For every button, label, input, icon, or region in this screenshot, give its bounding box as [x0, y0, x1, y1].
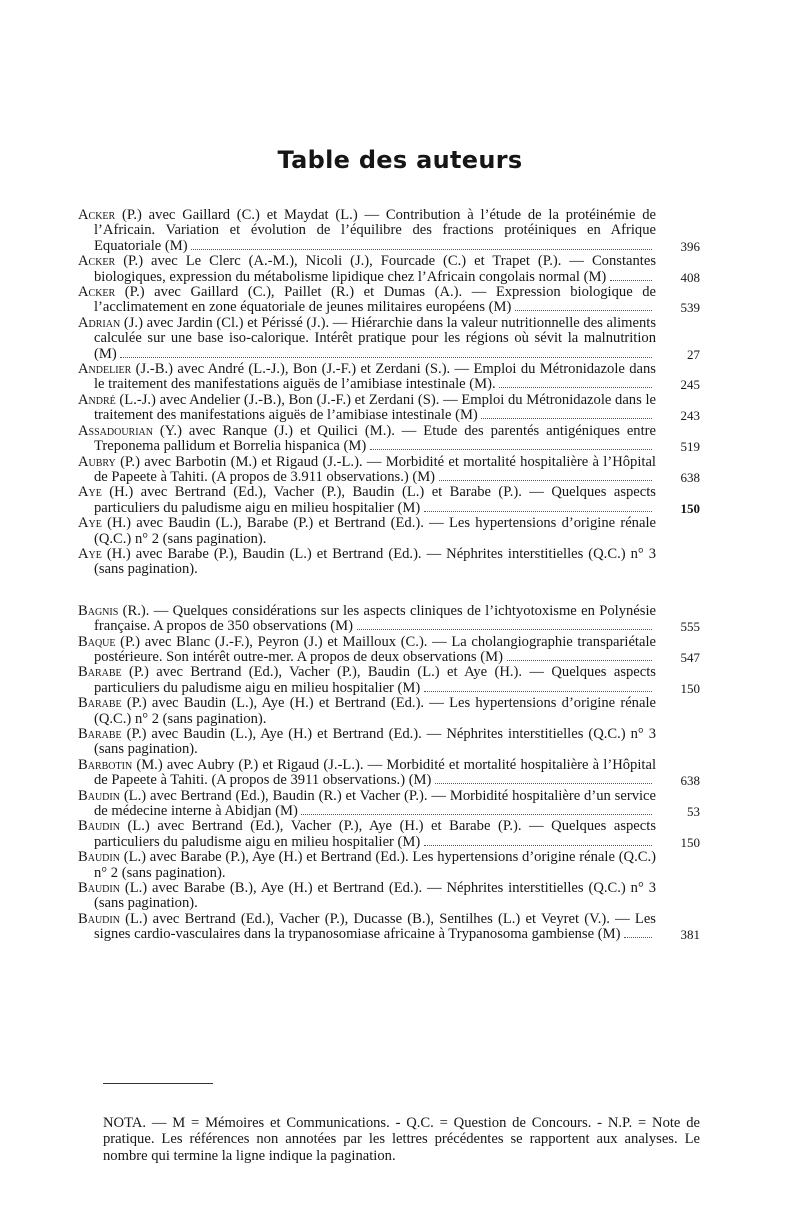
page-number: 243 — [680, 408, 700, 424]
entry-text: (P.) avec Baudin (L.), Aye (H.) et Bertrand (Ed.). — Néphrites interstitielles (Q.C.) n° 3 (sans pagination). — [94, 726, 656, 758]
author-name: Baque — [78, 633, 116, 650]
author-name: Bagnis — [78, 602, 119, 619]
dot-leader — [424, 681, 652, 692]
dot-leader — [624, 927, 652, 938]
entry-text: (H.) avec Baudin (L.), Barabe (P.) et Bertrand (Ed.). — Les hypertensions d’origine rénale (Q.C.) n° 2 (sans pagination). — [94, 515, 656, 547]
dot-leader — [120, 347, 652, 358]
author-name: Baudin — [78, 787, 120, 804]
author-name: Assadourian — [78, 422, 153, 439]
author-name: Aye — [78, 515, 102, 532]
page-number: 638 — [680, 773, 700, 789]
entry-text: (P.) avec Baudin (L.), Aye (H.) et Bertrand (Ed.). — Les hypertensions d’origine rénale (Q.C.) n° 2 (sans pagination). — [94, 695, 656, 727]
page-number: 245 — [680, 377, 700, 393]
author-name: Barabe — [78, 695, 122, 712]
page-number: 150 — [680, 680, 700, 696]
entry-text: (P.) avec Bertrand (Ed.), Vacher (P.), Baudin (L.) et Aye (H.). — Quelques aspects particuliers du paludisme aigu en milieu hospitalier (M) — [94, 664, 656, 696]
author-name: Acker — [78, 284, 116, 301]
author-name: André — [78, 391, 116, 408]
index-entry — [78, 789, 700, 820]
index-entry — [78, 547, 700, 578]
entry-text: (M.) avec Aubry (P.) et Rigaud (J.-L.). — Morbidité et mortalité hospitalière à l’Hôpital de Papeete à Tahiti. (A propos de 3911 observations.) (M) — [94, 756, 656, 789]
dot-leader — [370, 439, 652, 450]
entry-text: (H.) avec Bertrand (Ed.), Vacher (P.), Baudin (L.) et Barabe (P.). — Quelques aspects particuliers du paludisme aigu en milieu hospitalier (M) — [94, 484, 656, 516]
entry-text: (P.) avec Gaillard (C.), Paillet (R.) et Dumas (A.). — Expression biologique de l’acclimatement en zone équatoriale de jeunes militaires européens (M) — [94, 284, 656, 316]
page-number: 547 — [680, 649, 700, 665]
page-number: 638 — [680, 469, 700, 485]
index-entry — [78, 665, 700, 696]
author-name: Aubry — [78, 453, 116, 470]
index-entry — [78, 758, 700, 789]
page-number: 519 — [680, 439, 700, 455]
page-number: 381 — [680, 927, 700, 943]
entry-text: (Y.) avec Ranque (J.) et Quilici (M.). — Etude des parentés antigéniques entre Treponema pallidum et Borrelia hispanica (M) — [94, 422, 656, 455]
author-name: Aye — [78, 545, 102, 562]
dot-leader — [435, 773, 652, 784]
index-entry — [78, 727, 700, 758]
entry-text: (P.) avec Blanc (J.-F.), Peyron (J.) et Mailloux (C.). — La cholangiographie transpariétale postérieure. Son intérêt outre-mer. A propos de deux observations (M) — [94, 633, 656, 665]
author-name: Acker — [78, 207, 116, 223]
author-name: Barabe — [78, 664, 122, 681]
entry-text: (L.) avec Bertrand (Ed.), Baudin (R.) et Vacher (P.). — Morbidité hospitalière d’un service de médecine interne à Abidjan (M) — [94, 787, 656, 820]
dot-leader — [481, 408, 652, 419]
index-entry — [78, 316, 700, 362]
author-name: Baudin — [78, 818, 120, 835]
entry-text: (R.). — Quelques considérations sur les aspects cliniques de l’ichtyotoxisme en Polynésie française. A propos de 350 observations (M) — [94, 602, 656, 635]
dot-leader — [499, 377, 652, 388]
index-entry — [78, 455, 700, 486]
dot-leader — [191, 239, 652, 250]
entry-text: (L.) avec Barabe (B.), Aye (H.) et Bertrand (Ed.). — Néphrites interstitielles (Q.C.) n° 3 (sans pagination). — [94, 880, 656, 912]
dot-leader — [610, 270, 652, 281]
author-name: Barbotin — [78, 756, 133, 773]
index-entry — [78, 912, 700, 943]
dot-leader — [515, 300, 652, 311]
index-entry — [78, 285, 700, 316]
entry-text: (L.) avec Bertrand (Ed.), Vacher (P.), Aye (H.) et Barabe (P.). — Quelques aspects particuliers du paludisme aigu en milieu hospitalier (M) — [94, 818, 656, 850]
author-name: Andelier — [78, 361, 132, 378]
dot-leader — [357, 619, 652, 630]
entry-text: (P.) avec Barbotin (M.) et Rigaud (J.-L.). — Morbidité et mortalité hospitalière à l’Hôpital de Papeete à Tahiti. (A propos de 3.911 observations.) (M) — [94, 453, 656, 485]
page-number: 150 — [680, 500, 700, 516]
author-name: Baudin — [78, 910, 120, 927]
author-name: Barabe — [78, 726, 122, 742]
index-entry — [78, 424, 700, 455]
index-entry — [78, 254, 700, 285]
footnote-rule — [103, 1083, 213, 1084]
entry-text: (L.) avec Bertrand (Ed.), Vacher (P.), Ducasse (B.), Sentilhes (L.) et Veyret (V.). — Les signes cardio-vasculaires dans la trypanosomiase africaine à Trypanosoma gambiense (M) — [94, 910, 656, 943]
footnote-nota: NOTA. — M = Mémoires et Communications. - Q.C. = Question de Concours. - N.P. = Note de pratique. Les références non annotées par les lettres précédentes se rapportent aux analyses. Le nombre qui termine la ligne indique la pagination. — [103, 1114, 700, 1164]
entry-text: (P.) avec Le Clerc (A.-M.), Nicoli (J.), Fourcade (C.) et Trapet (P.). — Constantes biologiques, expression du métabolisme lipidique chez l’Africain congolais normal (M) — [94, 253, 656, 285]
letter-section-gap — [78, 578, 700, 604]
dot-leader — [439, 470, 652, 481]
index-entry — [78, 635, 700, 666]
page-number: 27 — [687, 346, 700, 362]
index-entry — [78, 362, 700, 393]
index-entry — [78, 850, 700, 881]
page-number: 53 — [687, 804, 700, 820]
page-title: Table des auteurs — [277, 146, 523, 174]
page-number: 396 — [680, 238, 700, 254]
dot-leader — [301, 804, 652, 815]
dot-leader — [507, 650, 652, 661]
author-name: Baudin — [78, 849, 120, 866]
entry-text: (P.) avec Gaillard (C.) et Maydat (L.) — Contribution à l’étude de la protéinémie de l’Africain. Variation et évolution de l’équilibre des fractions protéiniques en Afrique Equatoriale (M) — [94, 207, 656, 254]
author-name: Baudin — [78, 880, 120, 897]
entry-text: (H.) avec Barabe (P.), Baudin (L.) et Bertrand (Ed.). — Néphrites interstitielles (Q.C.) n° 3 (sans pagination). — [94, 545, 656, 578]
entry-text: (L.) avec Barabe (P.), Aye (H.) et Bertrand (Ed.). Les hypertensions d’origine rénale (Q.C.) n° 2 (sans pagination). — [94, 849, 656, 881]
dot-leader — [424, 835, 652, 846]
entry-text: (J.-B.) avec André (L.-J.), Bon (J.-F.) et Zerdani (S.). — Emploi du Métronidazole dans le traitement des manifestations aiguës de l’amibiase intestinale (M). — [94, 361, 656, 393]
page-number: 150 — [680, 834, 700, 850]
index-entry — [78, 393, 700, 424]
page-number: 539 — [680, 300, 700, 316]
author-name: Acker — [78, 253, 116, 270]
index-entry — [78, 881, 700, 912]
index-entry — [78, 696, 700, 727]
entry-text: (J.) avec Jardin (Cl.) et Périssé (J.). — Hiérarchie dans la valeur nutritionnelle des aliments calculée sur une base iso-calorique. Intérêt pratique pour les régions où sévit la malnutrition (M) — [94, 314, 656, 362]
author-index-list — [78, 208, 700, 943]
index-entry — [78, 208, 700, 254]
index-entry — [78, 819, 700, 850]
author-name: Aye — [78, 484, 102, 501]
page-number: 408 — [680, 269, 700, 285]
entry-text: (L.-J.) avec Andelier (J.-B.), Bon (J.-F.) et Zerdani (S). — Emploi du Métronidazole dans le traitement des manifestations aiguës de l’amibiase intestinale (M) — [94, 391, 656, 424]
index-entry — [78, 485, 700, 516]
author-name: Adrian — [78, 314, 121, 331]
page-number: 555 — [680, 619, 700, 635]
index-entry — [78, 604, 700, 635]
index-entry — [78, 516, 700, 547]
dot-leader — [424, 501, 652, 512]
